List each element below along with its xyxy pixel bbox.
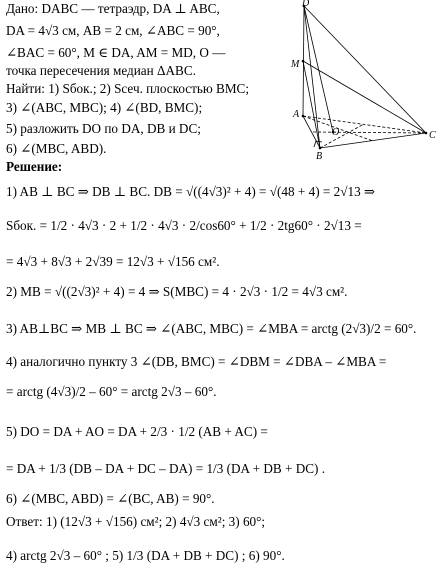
solution-step-5a: 5) DO = DA + AO = DA + 2/3 · 1/2 (AB + AC) = (6, 424, 268, 439)
find-line-1: Найти: 1) Sбок.; 2) Sсеч. плоскостью BMC; (6, 81, 250, 96)
label-b: B (316, 151, 323, 160)
label-a: A (293, 109, 300, 120)
solution-heading: Решение: (6, 159, 63, 174)
answer-line-1: Ответ: 1) (12√3 + √156) см²; 2) 4√3 см²; 3) 60°; (6, 514, 266, 529)
label-c: C (429, 130, 436, 141)
given-line-3: ∠BAC = 60°, M ∈ DA, AM = MD, O — (6, 45, 226, 60)
given-line-2: DA = 4√3 см, AB = 2 см, ∠ABC = 90°, (6, 23, 220, 38)
median-c (312, 132, 426, 133)
solution-step-1c: = 4√3 + 8√3 + 2√39 = 12√3 + √156 см². (6, 254, 220, 269)
label-m: M (291, 59, 300, 70)
solution-step-4a: 4) аналогично пункту 3 ∠(DB, BMC) = ∠DBM = ∠DBA – ∠MBA = (6, 354, 387, 369)
solution-step-3: 3) AB⊥BC ⇒ MB ⊥ BC ⇒ ∠(ABC, MBC) = ∠MBA = arctg (2√3)/2 = 60°. (6, 321, 417, 336)
solution-step-1a: 1) AB ⊥ BC ⇒ DB ⊥ BC. DB = √((4√3)² + 4) = √(48 + 4) = 2√13 ⇒ (6, 184, 376, 199)
solution-step-6: 6) ∠(MBC, ABD) = ∠(BC, AB) = 90°. (6, 491, 215, 506)
tetrahedron-diagram (276, 0, 440, 160)
segment-mc (303, 61, 426, 133)
label-o: O (332, 127, 340, 138)
solution-step-2: 2) MB = √((2√3)² + 4) = 4 ⇒ S(MBC) = 4 · 2√3 · 1/2 = 4√3 см². (6, 284, 348, 299)
edge-ac (303, 116, 426, 133)
solution-step-1b: Sбок. = 1/2 · 4√3 · 2 + 1/2 · 4√3 · 2/cos60° + 1/2 · 2tg60° · 2√13 = (6, 218, 362, 233)
given-line-1: Дано: DABC — тетраэдр, DA ⊥ ABC, (6, 1, 220, 16)
median-b (320, 124, 364, 148)
label-d: D (302, 0, 310, 9)
given-line-4: точка пересечения медиан ΔABC. (6, 63, 196, 78)
solution-step-5b: = DA + 1/3 (DB – DA + DC – DA) = 1/3 (DA + DB + DC) . (6, 461, 326, 476)
find-line-3: 5) разложить DO по DA, DB и DC; (6, 121, 201, 136)
find-line-4: 6) ∠(MBC, ABD). (6, 141, 107, 156)
answer-line-2: 4) arctg 2√3 – 60° ; 5) 1/3 (DA + DB + DC) ; 6) 90°. (6, 548, 285, 563)
segment-do (304, 6, 333, 132)
edge-dc (304, 6, 426, 133)
find-line-2: 3) ∠(ABC, MBC); 4) ∠(BD, BMC); (6, 100, 203, 115)
solution-step-4b: = arctg (4√3)/2 – 60° = arctg 2√3 – 60°. (6, 384, 217, 399)
